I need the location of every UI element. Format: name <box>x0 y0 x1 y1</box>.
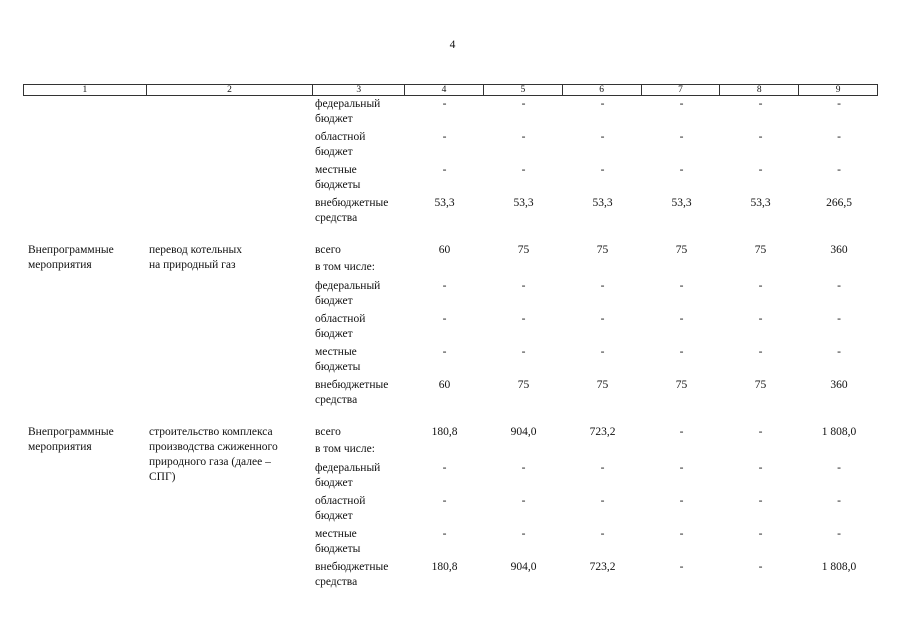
value-cell: - <box>600 462 605 474</box>
value-cell: - <box>837 280 841 292</box>
value-cell: 75 <box>517 244 530 256</box>
value-cell: 75 <box>596 244 609 256</box>
value-cell: - <box>758 164 763 176</box>
value-cell: 53,3 <box>592 197 613 209</box>
value-cell: 60 <box>438 379 451 391</box>
value-cell <box>721 260 800 275</box>
value-cell: - <box>521 528 526 540</box>
activity-name-cell <box>146 279 313 309</box>
table-row <box>23 279 878 309</box>
value-cell: - <box>837 98 841 110</box>
value-cell: 75 <box>675 379 688 391</box>
value-cell: 75 <box>596 379 609 391</box>
value-cell: - <box>442 462 447 474</box>
value-cell: - <box>521 462 526 474</box>
value-cell: 60 <box>438 244 451 256</box>
value-cell: 1 808,0 <box>821 426 857 438</box>
cell-line: мероприятия <box>28 441 92 453</box>
value-cell: 266,5 <box>826 197 852 209</box>
cell-line: областной <box>315 495 366 507</box>
value-cell <box>642 260 721 275</box>
funding-source-cell <box>313 461 405 491</box>
cell-line: строительство комплекса <box>149 426 273 438</box>
cell-line: бюджеты <box>315 179 361 191</box>
activity-name-cell <box>146 196 313 226</box>
cell-line: всего <box>315 426 341 438</box>
activity-name-cell <box>146 97 313 127</box>
value-cell: 360 <box>830 244 848 256</box>
activity-name-cell <box>146 130 313 160</box>
value-cell: - <box>679 164 684 176</box>
header-cell: 2 <box>147 85 314 95</box>
cell-line: бюджет <box>315 113 353 125</box>
value-cell: - <box>442 528 447 540</box>
value-cell: - <box>442 164 447 176</box>
funding-source-cell <box>313 560 405 590</box>
value-cell: 1 808,0 <box>821 561 857 573</box>
value-cell: - <box>442 131 447 143</box>
value-cell <box>563 442 642 457</box>
funding-source-cell <box>313 196 405 226</box>
table-row <box>23 163 878 193</box>
value-cell: - <box>679 495 684 507</box>
funding-source-cell <box>313 260 405 275</box>
value-cell: - <box>758 495 763 507</box>
value-cell: - <box>837 346 841 358</box>
header-cell: 6 <box>563 85 642 95</box>
cell-line: средства <box>315 394 358 406</box>
cell-line: средства <box>315 576 358 588</box>
table-row <box>23 196 878 226</box>
activity-name-cell <box>146 494 313 524</box>
table-row <box>23 312 878 342</box>
cell-line: бюджет <box>315 510 353 522</box>
cell-line: СПГ) <box>149 471 176 483</box>
value-cell <box>405 442 484 457</box>
value-cell: 904,0 <box>510 426 537 438</box>
table-row <box>23 378 878 408</box>
cell-line: федеральный <box>315 280 381 292</box>
cell-line: внебюджетные <box>315 561 389 573</box>
value-cell: 904,0 <box>510 561 537 573</box>
table-row <box>23 260 878 275</box>
value-cell: - <box>521 346 526 358</box>
value-cell: 75 <box>517 379 530 391</box>
cell-line: бюджет <box>315 295 353 307</box>
value-cell: - <box>442 98 447 110</box>
value-cell: - <box>758 98 763 110</box>
activity-name-cell <box>146 260 313 275</box>
table-row <box>23 442 878 457</box>
value-cell: - <box>521 313 526 325</box>
value-cell: - <box>758 528 763 540</box>
activity-type-cell <box>23 461 146 491</box>
value-cell: - <box>837 164 841 176</box>
table-row <box>23 461 878 491</box>
header-cell: 5 <box>484 85 563 95</box>
activity-name-cell <box>146 527 313 557</box>
activity-name-cell <box>146 461 313 491</box>
cell-line: всего <box>315 244 341 256</box>
value-cell: - <box>758 462 763 474</box>
value-cell: - <box>600 98 605 110</box>
value-cell: 180,8 <box>431 561 458 573</box>
table-row <box>23 527 878 557</box>
value-cell <box>484 442 563 457</box>
funding-source-cell <box>313 494 405 524</box>
value-cell: - <box>837 131 841 143</box>
activity-type-cell <box>23 560 146 590</box>
activity-name-cell <box>146 378 313 408</box>
value-cell: 75 <box>754 379 767 391</box>
cell-line: природного газа (далее – <box>149 456 271 468</box>
cell-line: областной <box>315 313 366 325</box>
value-cell: 75 <box>754 244 767 256</box>
funding-source-cell <box>313 345 405 375</box>
table-header <box>23 84 878 96</box>
value-cell: 53,3 <box>671 197 692 209</box>
value-cell: - <box>600 313 605 325</box>
table-row <box>23 345 878 375</box>
header-cell: 4 <box>405 85 484 95</box>
value-cell: - <box>521 164 526 176</box>
value-cell: - <box>442 495 447 507</box>
table-row <box>23 97 878 127</box>
activity-type-cell <box>23 494 146 524</box>
cell-line: в том числе: <box>315 261 375 273</box>
header-cell: 8 <box>720 85 799 95</box>
cell-line: перевод котельных <box>149 244 242 256</box>
value-cell: - <box>521 495 526 507</box>
header-cell: 9 <box>835 85 841 95</box>
value-cell: - <box>600 495 605 507</box>
value-cell <box>800 442 878 457</box>
activity-type-cell <box>23 163 146 193</box>
activity-type-cell <box>23 442 146 457</box>
value-cell: - <box>679 426 684 438</box>
cell-line: внебюджетные <box>315 379 389 391</box>
value-cell: - <box>600 346 605 358</box>
value-cell: - <box>758 561 763 573</box>
value-cell: 723,2 <box>589 426 616 438</box>
value-cell: - <box>442 280 447 292</box>
value-cell: 180,8 <box>431 426 458 438</box>
activity-name-cell <box>146 345 313 375</box>
cell-line: в том числе: <box>315 443 375 455</box>
cell-line: производства сжиженного <box>149 441 278 453</box>
value-cell: - <box>679 346 684 358</box>
page-number: 4 <box>449 39 456 51</box>
value-cell: 75 <box>675 244 688 256</box>
cell-line: областной <box>315 131 366 143</box>
activity-type-cell <box>23 378 146 408</box>
cell-line: бюджет <box>315 477 353 489</box>
value-cell: - <box>442 313 447 325</box>
value-cell: - <box>758 280 763 292</box>
value-cell: 53,3 <box>513 197 534 209</box>
activity-type-cell <box>23 260 146 275</box>
cell-line: бюджет <box>315 328 353 340</box>
value-cell: 360 <box>830 379 848 391</box>
header-cell: 3 <box>313 85 405 95</box>
cell-line: Внепрограммные <box>28 244 114 256</box>
value-cell: - <box>837 528 841 540</box>
value-cell: - <box>600 164 605 176</box>
funding-source-cell <box>313 527 405 557</box>
value-cell: 53,3 <box>434 197 455 209</box>
cell-line: мероприятия <box>28 259 92 271</box>
table-row <box>23 130 878 160</box>
funding-source-cell <box>313 442 405 457</box>
value-cell: - <box>679 98 684 110</box>
value-cell: - <box>679 528 684 540</box>
funding-source-cell <box>313 130 405 160</box>
value-cell: - <box>600 528 605 540</box>
value-cell: - <box>679 462 684 474</box>
value-cell: - <box>837 462 841 474</box>
activity-type-cell <box>23 130 146 160</box>
activity-type-cell <box>23 345 146 375</box>
cell-line: Внепрограммные <box>28 426 114 438</box>
value-cell <box>563 260 642 275</box>
value-cell <box>642 442 721 457</box>
cell-line: бюджеты <box>315 361 361 373</box>
activity-name-cell <box>146 560 313 590</box>
table-row <box>23 560 878 590</box>
cell-line: на природный газ <box>149 259 236 271</box>
value-cell <box>721 442 800 457</box>
value-cell: - <box>837 313 841 325</box>
value-cell: - <box>521 98 526 110</box>
value-cell: - <box>521 131 526 143</box>
activity-type-cell <box>23 279 146 309</box>
value-cell <box>484 260 563 275</box>
table-row <box>23 494 878 524</box>
funding-source-cell <box>313 163 405 193</box>
cell-line: местные <box>315 528 357 540</box>
cell-line: местные <box>315 164 357 176</box>
value-cell: - <box>600 280 605 292</box>
cell-line: федеральный <box>315 462 381 474</box>
funding-source-cell <box>313 97 405 127</box>
activity-type-cell <box>23 196 146 226</box>
header-cell: 7 <box>642 85 721 95</box>
funding-source-cell <box>313 279 405 309</box>
funding-source-cell <box>313 378 405 408</box>
cell-line: бюджеты <box>315 543 361 555</box>
funding-source-cell <box>313 312 405 342</box>
value-cell: - <box>837 495 841 507</box>
value-cell: - <box>521 280 526 292</box>
value-cell: - <box>442 346 447 358</box>
value-cell: - <box>758 426 763 438</box>
activity-name-cell <box>146 312 313 342</box>
value-cell <box>800 260 878 275</box>
activity-type-cell <box>23 97 146 127</box>
cell-line: местные <box>315 346 357 358</box>
cell-line: средства <box>315 212 358 224</box>
header-cell: 1 <box>24 85 147 95</box>
activity-name-cell <box>146 442 313 457</box>
value-cell: - <box>679 313 684 325</box>
activity-type-cell <box>23 527 146 557</box>
value-cell: - <box>679 131 684 143</box>
value-cell: - <box>600 131 605 143</box>
value-cell: 53,3 <box>750 197 771 209</box>
value-cell: - <box>758 346 763 358</box>
activity-name-cell <box>146 163 313 193</box>
cell-line: бюджет <box>315 146 353 158</box>
value-cell: 723,2 <box>589 561 616 573</box>
value-cell <box>405 260 484 275</box>
value-cell: - <box>758 131 763 143</box>
cell-line: внебюджетные <box>315 197 389 209</box>
cell-line: федеральный <box>315 98 381 110</box>
value-cell: - <box>679 280 684 292</box>
value-cell: - <box>758 313 763 325</box>
activity-type-cell <box>23 312 146 342</box>
value-cell: - <box>679 561 684 573</box>
